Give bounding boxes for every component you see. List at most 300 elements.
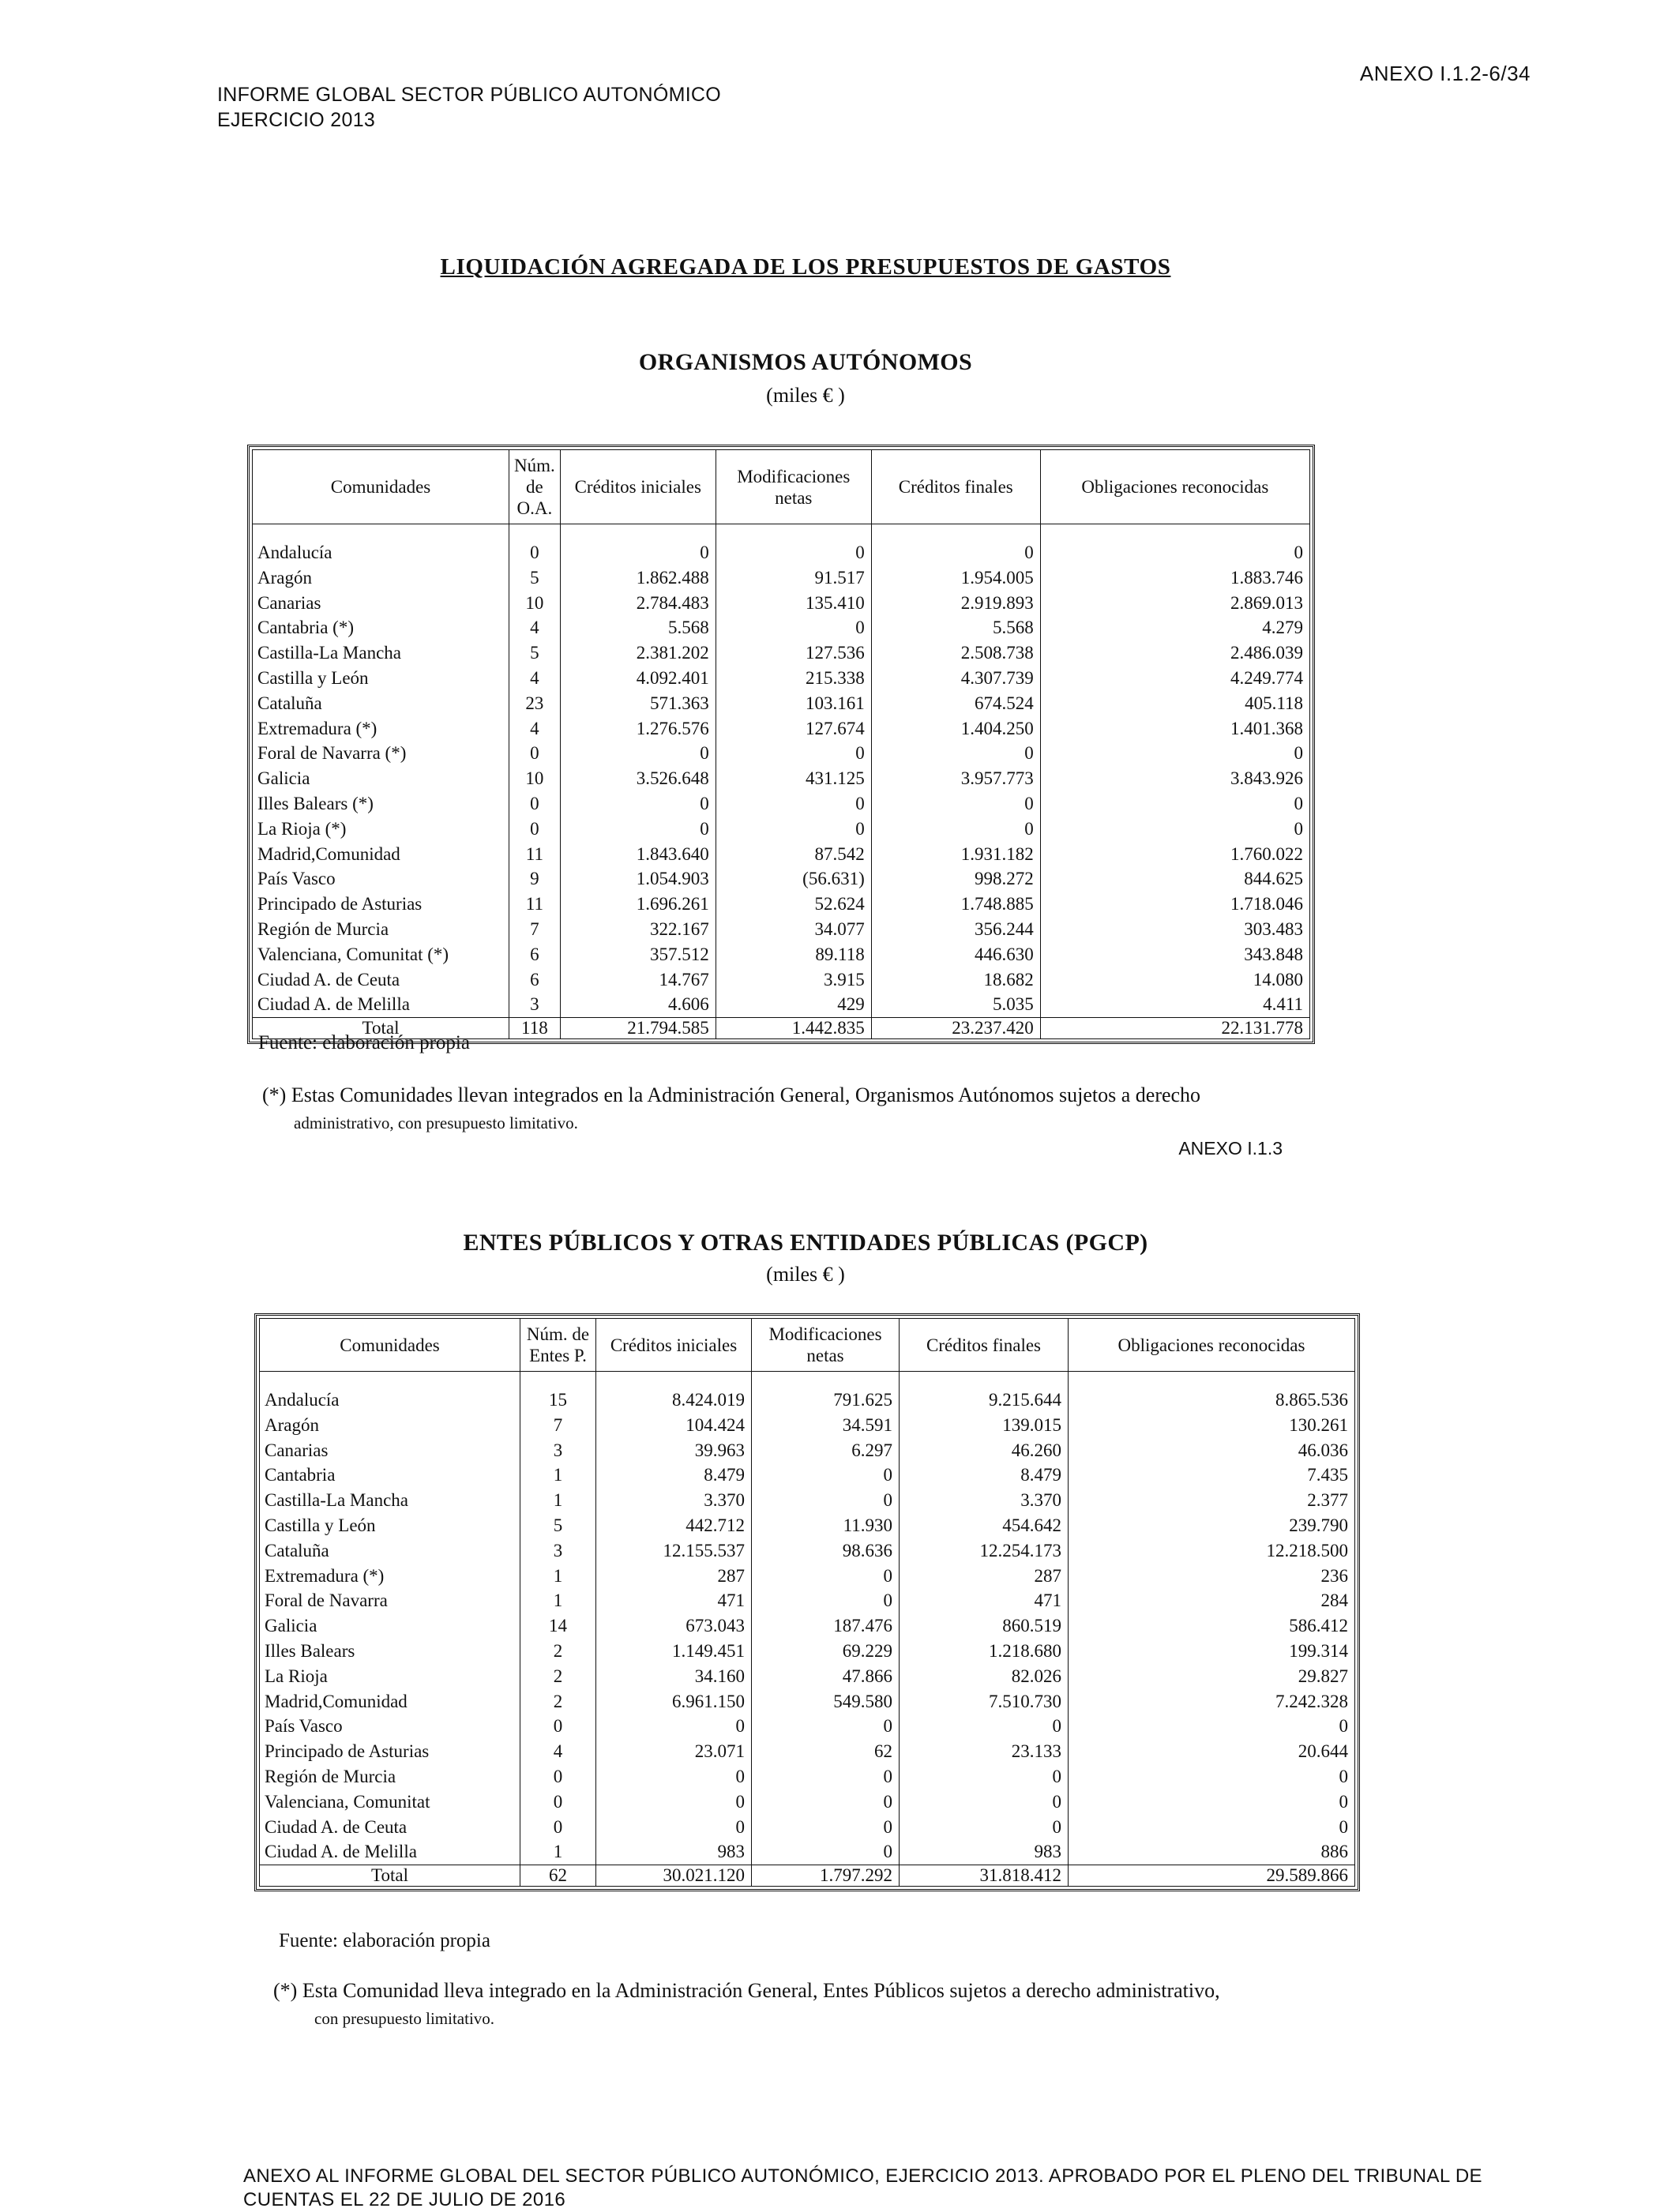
table-cell: Illes Balears [260,1639,520,1664]
table-cell: Illes Balears (*) [253,791,509,817]
col-header: Comunidades [253,450,509,524]
table-cell: 5.568 [871,615,1040,640]
table-cell: Principado de Asturias [253,892,509,917]
table-cell: Castilla-La Mancha [260,1488,520,1513]
table-cell: 4.606 [560,992,716,1017]
table-cell: 0 [716,615,871,640]
table-cell: 7.435 [1069,1463,1355,1488]
report-header [217,82,721,133]
table-cell: País Vasco [260,1714,520,1739]
col-header: Modificaciones netas [716,450,871,524]
table-cell: 571.363 [560,691,716,716]
table-cell: Extremadura (*) [260,1564,520,1589]
section1-title: ORGANISMOS AUTÓNOMOS [638,349,973,375]
table-row [253,691,1310,716]
table-cell: 14.767 [560,967,716,993]
table-cell: 0 [752,1815,900,1840]
table-row [260,1790,1355,1815]
total-cell: 30.021.120 [596,1865,752,1887]
table-cell: 52.624 [716,892,871,917]
table-row [253,565,1310,591]
table-cell: 356.244 [871,917,1040,942]
total-label: Total [253,1018,509,1039]
table-row [253,791,1310,817]
table-header-row [253,450,1310,524]
entes-table [254,1313,1360,1891]
table-cell: 284 [1069,1588,1355,1613]
table-spacer-row [253,524,1310,541]
table-cell: 0 [596,1815,752,1840]
table-cell: 322.167 [560,917,716,942]
table-cell: 1.748.885 [871,892,1040,917]
table-row [253,866,1310,892]
table-cell: 46.260 [900,1438,1069,1463]
entes-data-table [259,1318,1355,1887]
table-header-row [260,1319,1355,1372]
table-row [260,1839,1355,1865]
table-cell: 1.401.368 [1040,716,1309,742]
table-cell: 127.674 [716,716,871,742]
footnote-line: administrativo, con presupuesto limitativo. [294,1114,578,1132]
table-cell: 303.483 [1040,917,1309,942]
table-cell: 11 [509,892,561,917]
table-cell: 0 [752,1564,900,1589]
table-cell: 236 [1069,1564,1355,1589]
table-cell: 998.272 [871,866,1040,892]
table-cell: 8.424.019 [596,1388,752,1413]
table-cell: 471 [596,1588,752,1613]
table-cell: 674.524 [871,691,1040,716]
table-cell: 0 [752,1790,900,1815]
table-cell: 1.218.680 [900,1639,1069,1664]
table-cell: 0 [520,1815,596,1840]
table-cell: (56.631) [716,866,871,892]
table-cell: 2.381.202 [560,640,716,666]
table-cell: 6 [509,967,561,993]
table-row [260,1488,1355,1513]
table-cell: Ciudad A. de Melilla [253,992,509,1017]
table-cell: 34.077 [716,917,871,942]
table-cell: 1 [520,1463,596,1488]
table-cell: Castilla y León [253,666,509,691]
table-cell: 1.931.182 [871,842,1040,867]
table-cell: 3.370 [900,1488,1069,1513]
footnote-line: con presupuesto limitativo. [314,2009,495,2028]
table-cell: 11 [509,842,561,867]
table-row [253,992,1310,1017]
table-cell: Castilla y León [260,1513,520,1538]
table-cell: 69.229 [752,1639,900,1664]
page-footer [243,2165,1507,2212]
table-cell: País Vasco [253,866,509,892]
table-cell: 0 [752,1764,900,1790]
table-cell: 0 [871,741,1040,766]
col-header: Créditos finales [871,450,1040,524]
table-cell: Galicia [260,1613,520,1639]
organismos-data-table [252,449,1310,1039]
table-cell: 1.054.903 [560,866,716,892]
table-cell: 0 [716,791,871,817]
table-cell: 2.919.893 [871,591,1040,616]
table-cell: 39.963 [596,1438,752,1463]
col-header: Núm. de O.A. [509,450,561,524]
table-cell: 0 [520,1764,596,1790]
total-cell: 29.589.866 [1069,1865,1355,1887]
table-row [253,716,1310,742]
annex-label: ANEXO I.1.3 [1178,1138,1283,1159]
table-cell: 6.297 [752,1438,900,1463]
table-cell: 104.424 [596,1413,752,1438]
table-cell: Foral de Navarra [260,1588,520,1613]
table-cell: 4 [509,615,561,640]
table-cell: 0 [752,1488,900,1513]
table-row [253,942,1310,967]
table-cell: 3.957.773 [871,766,1040,791]
table-cell: 1 [520,1488,596,1513]
organismos-table [247,445,1315,1044]
table-cell: 429 [716,992,871,1017]
table-cell: 0 [716,540,871,565]
total-cell: 1.797.292 [752,1865,900,1887]
table-cell: Andalucía [253,540,509,565]
table-cell: 3 [509,992,561,1017]
table-cell: 2.377 [1069,1488,1355,1513]
table-row [253,892,1310,917]
table-cell: 9 [509,866,561,892]
table-cell: 0 [871,817,1040,842]
table-cell: 287 [900,1564,1069,1589]
table-cell: 187.476 [752,1613,900,1639]
table-cell: 3.526.648 [560,766,716,791]
table-cell: 7 [509,917,561,942]
table-cell: 98.636 [752,1538,900,1564]
table-cell: 983 [596,1839,752,1865]
table-row [253,666,1310,691]
table-cell: 0 [1069,1790,1355,1815]
table-cell: 983 [900,1839,1069,1865]
table-cell: 860.519 [900,1613,1069,1639]
table-cell: 9.215.644 [900,1388,1069,1413]
table-row [253,615,1310,640]
table-cell: 18.682 [871,967,1040,993]
table-cell: 1 [520,1588,596,1613]
table-cell: 0 [596,1764,752,1790]
table-cell: 1.760.022 [1040,842,1309,867]
table-cell: 34.591 [752,1413,900,1438]
table-cell: 886 [1069,1839,1355,1865]
table-cell: 4.307.739 [871,666,1040,691]
col-header: Créditos iniciales [560,450,716,524]
table-cell: 15 [520,1388,596,1413]
table-cell: 0 [752,1588,900,1613]
table-cell: 2.508.738 [871,640,1040,666]
table-cell: 844.625 [1040,866,1309,892]
table-cell: Aragón [253,565,509,591]
table-cell: 586.412 [1069,1613,1355,1639]
table-row [260,1413,1355,1438]
col-header: Obligaciones reconocidas [1040,450,1309,524]
table-cell: 8.479 [596,1463,752,1488]
table-cell: 0 [1040,540,1309,565]
table-cell: 0 [560,791,716,817]
table-cell: 7.242.328 [1069,1689,1355,1714]
source-note: Fuente: elaboración propia [258,1032,470,1053]
section1-unit: (miles € ) [766,384,845,407]
table-cell: 2 [520,1689,596,1714]
table-cell: 11.930 [752,1513,900,1538]
table-cell: Valenciana, Comunitat (*) [253,942,509,967]
table-cell: 5.568 [560,615,716,640]
table-cell: 6 [509,942,561,967]
total-cell: 21.794.585 [560,1018,716,1039]
table-cell: 0 [509,540,561,565]
table-cell: 791.625 [752,1388,900,1413]
table-cell: 199.314 [1069,1639,1355,1664]
table-cell: 4.411 [1040,992,1309,1017]
table-cell: 549.580 [752,1689,900,1714]
table-cell: 0 [509,817,561,842]
table-cell: 3.915 [716,967,871,993]
table-cell: 12.218.500 [1069,1538,1355,1564]
table-row [260,1714,1355,1739]
table-cell: 1.718.046 [1040,892,1309,917]
report-title: INFORME GLOBAL SECTOR PÚBLICO AUTONÓMICO [217,84,722,106]
table-cell: 12.155.537 [596,1538,752,1564]
table-cell: 4 [520,1739,596,1764]
table-cell: 5 [520,1513,596,1538]
table-cell: 0 [596,1714,752,1739]
table-cell: 0 [900,1764,1069,1790]
source-note: Fuente: elaboración propia [279,1930,490,1951]
table-cell: Castilla-La Mancha [253,640,509,666]
main-title: LIQUIDACIÓN AGREGADA DE LOS PRESUPUESTOS DE GASTOS [440,254,1171,280]
report-year: EJERCICIO 2013 [217,109,376,131]
table-cell: 23 [509,691,561,716]
table-cell: 5 [509,640,561,666]
table-cell: 1.276.576 [560,716,716,742]
table-cell: 0 [752,1463,900,1488]
table-cell: 1.954.005 [871,565,1040,591]
table-cell: 0 [509,741,561,766]
table-cell: 3.370 [596,1488,752,1513]
table-row [253,817,1310,842]
table-cell: 23.133 [900,1739,1069,1764]
footnote [262,1082,1200,1136]
footnote-line: (*) Esta Comunidad lleva integrado en la Administración General, Entes Públicos sujetos a derecho administrativo, [273,1979,1220,2002]
col-header: Núm. de Entes P. [520,1319,596,1372]
table-cell: 0 [871,791,1040,817]
table-cell: 431.125 [716,766,871,791]
table-cell: 0 [1040,817,1309,842]
table-cell: 5 [509,565,561,591]
table-cell: 2 [520,1664,596,1689]
table-cell: 0 [716,817,871,842]
table-cell: 343.848 [1040,942,1309,967]
table-cell: 0 [1069,1815,1355,1840]
table-cell: 6.961.150 [596,1689,752,1714]
table-row [253,967,1310,993]
table-cell: 0 [752,1714,900,1739]
table-row [260,1664,1355,1689]
col-header: Comunidades [260,1319,520,1372]
table-row [253,741,1310,766]
table-cell: Ciudad A. de Melilla [260,1839,520,1865]
table-cell: 442.712 [596,1513,752,1538]
table-cell: 3 [520,1538,596,1564]
table-cell: 20.644 [1069,1739,1355,1764]
table-cell: 0 [560,741,716,766]
table-cell: Foral de Navarra (*) [253,741,509,766]
table-cell: 89.118 [716,942,871,967]
table-cell: 2.486.039 [1040,640,1309,666]
table-cell: Madrid,Comunidad [260,1689,520,1714]
table-cell: 23.071 [596,1739,752,1764]
table-row [260,1588,1355,1613]
table-row [253,917,1310,942]
table-cell: 82.026 [900,1664,1069,1689]
table-cell: 91.517 [716,565,871,591]
table-cell: 14.080 [1040,967,1309,993]
table-cell: 1.696.261 [560,892,716,917]
table-cell: 0 [1040,791,1309,817]
table-cell: 12.254.173 [900,1538,1069,1564]
table-cell: 34.160 [596,1664,752,1689]
table-row [260,1564,1355,1589]
table-cell: 446.630 [871,942,1040,967]
table-cell: Cantabria [260,1463,520,1488]
table-cell: Andalucía [260,1388,520,1413]
table-cell: 8.479 [900,1463,1069,1488]
table-cell: 10 [509,766,561,791]
table-cell: 0 [560,540,716,565]
table-cell: 0 [520,1790,596,1815]
table-cell: Principado de Asturias [260,1739,520,1764]
total-cell: 22.131.778 [1040,1018,1309,1039]
table-cell: 4 [509,666,561,691]
table-cell: Cataluña [253,691,509,716]
table-row [253,640,1310,666]
table-cell: 4 [509,716,561,742]
table-cell: 47.866 [752,1664,900,1689]
total-cell: 118 [509,1018,561,1039]
table-cell: 5.035 [871,992,1040,1017]
table-cell: 0 [596,1790,752,1815]
table-row [260,1739,1355,1764]
table-cell: 2.784.483 [560,591,716,616]
table-cell: Cataluña [260,1538,520,1564]
table-cell: Aragón [260,1413,520,1438]
footnote-line: (*) Estas Comunidades llevan integrados en la Administración General, Organismos Autónomos sujetos a derecho [262,1083,1201,1106]
table-cell: 135.410 [716,591,871,616]
table-row [260,1438,1355,1463]
table-cell: 0 [752,1839,900,1865]
table-row [253,842,1310,867]
table-row [260,1463,1355,1488]
table-cell: Canarias [260,1438,520,1463]
section2-title: ENTES PÚBLICOS Y OTRAS ENTIDADES PÚBLICAS (PGCP) [463,1230,1148,1256]
footnote [273,1977,1220,2032]
total-cell: 31.818.412 [900,1865,1069,1887]
section2-unit: (miles € ) [766,1263,845,1286]
table-cell: 0 [509,791,561,817]
table-cell: 2 [520,1639,596,1664]
table-cell: Extremadura (*) [253,716,509,742]
col-header: Obligaciones reconocidas [1069,1319,1355,1372]
total-cell: 1.442.835 [716,1018,871,1039]
table-cell: Cantabria (*) [253,615,509,640]
annex-page-number: ANEXO I.1.2-6/34 [1359,62,1531,85]
table-cell: 0 [1069,1764,1355,1790]
table-cell: 4.249.774 [1040,666,1309,691]
table-cell: 0 [1069,1714,1355,1739]
table-row [253,540,1310,565]
table-cell: Madrid,Comunidad [253,842,509,867]
table-row [260,1388,1355,1413]
table-cell: 1.862.488 [560,565,716,591]
table-row [260,1639,1355,1664]
col-header: Créditos finales [900,1319,1069,1372]
table-row [260,1689,1355,1714]
table-cell: Galicia [253,766,509,791]
table-cell: La Rioja [260,1664,520,1689]
table-cell: Región de Murcia [253,917,509,942]
table-cell: Ciudad A. de Ceuta [260,1815,520,1840]
table-cell: 1 [520,1564,596,1589]
table-cell: 239.790 [1069,1513,1355,1538]
table-cell: 0 [520,1714,596,1739]
footer-line: CUENTAS EL 22 DE JULIO DE 2016 [243,2189,566,2210]
table-cell: 14 [520,1613,596,1639]
total-cell: 23.237.420 [871,1018,1040,1039]
table-cell: 4.279 [1040,615,1309,640]
table-cell: La Rioja (*) [253,817,509,842]
table-cell: 357.512 [560,942,716,967]
table-cell: 130.261 [1069,1413,1355,1438]
table-cell: 87.542 [716,842,871,867]
table-cell: 3.843.926 [1040,766,1309,791]
table-cell: 1.404.250 [871,716,1040,742]
table-cell: 215.338 [716,666,871,691]
table-cell: 10 [509,591,561,616]
table-cell: 7 [520,1413,596,1438]
table-cell: Valenciana, Comunitat [260,1790,520,1815]
table-row [260,1815,1355,1840]
table-row [253,591,1310,616]
total-cell: 62 [520,1865,596,1887]
table-cell: 103.161 [716,691,871,716]
table-total-row [260,1865,1355,1887]
total-label: Total [260,1865,520,1887]
table-cell: 1.843.640 [560,842,716,867]
table-cell: 7.510.730 [900,1689,1069,1714]
table-cell: 471 [900,1588,1069,1613]
table-cell: Región de Murcia [260,1764,520,1790]
table-cell: Canarias [253,591,509,616]
table-cell: 29.827 [1069,1664,1355,1689]
table-cell: 0 [900,1815,1069,1840]
table-cell: 1.149.451 [596,1639,752,1664]
table-cell: 1 [520,1839,596,1865]
table-cell: Ciudad A. de Ceuta [253,967,509,993]
table-cell: 3 [520,1438,596,1463]
table-cell: 0 [716,741,871,766]
table-cell: 1.883.746 [1040,565,1309,591]
col-header: Modificaciones netas [752,1319,900,1372]
table-cell: 8.865.536 [1069,1388,1355,1413]
table-cell: 2.869.013 [1040,591,1309,616]
table-cell: 0 [900,1714,1069,1739]
table-cell: 287 [596,1564,752,1589]
